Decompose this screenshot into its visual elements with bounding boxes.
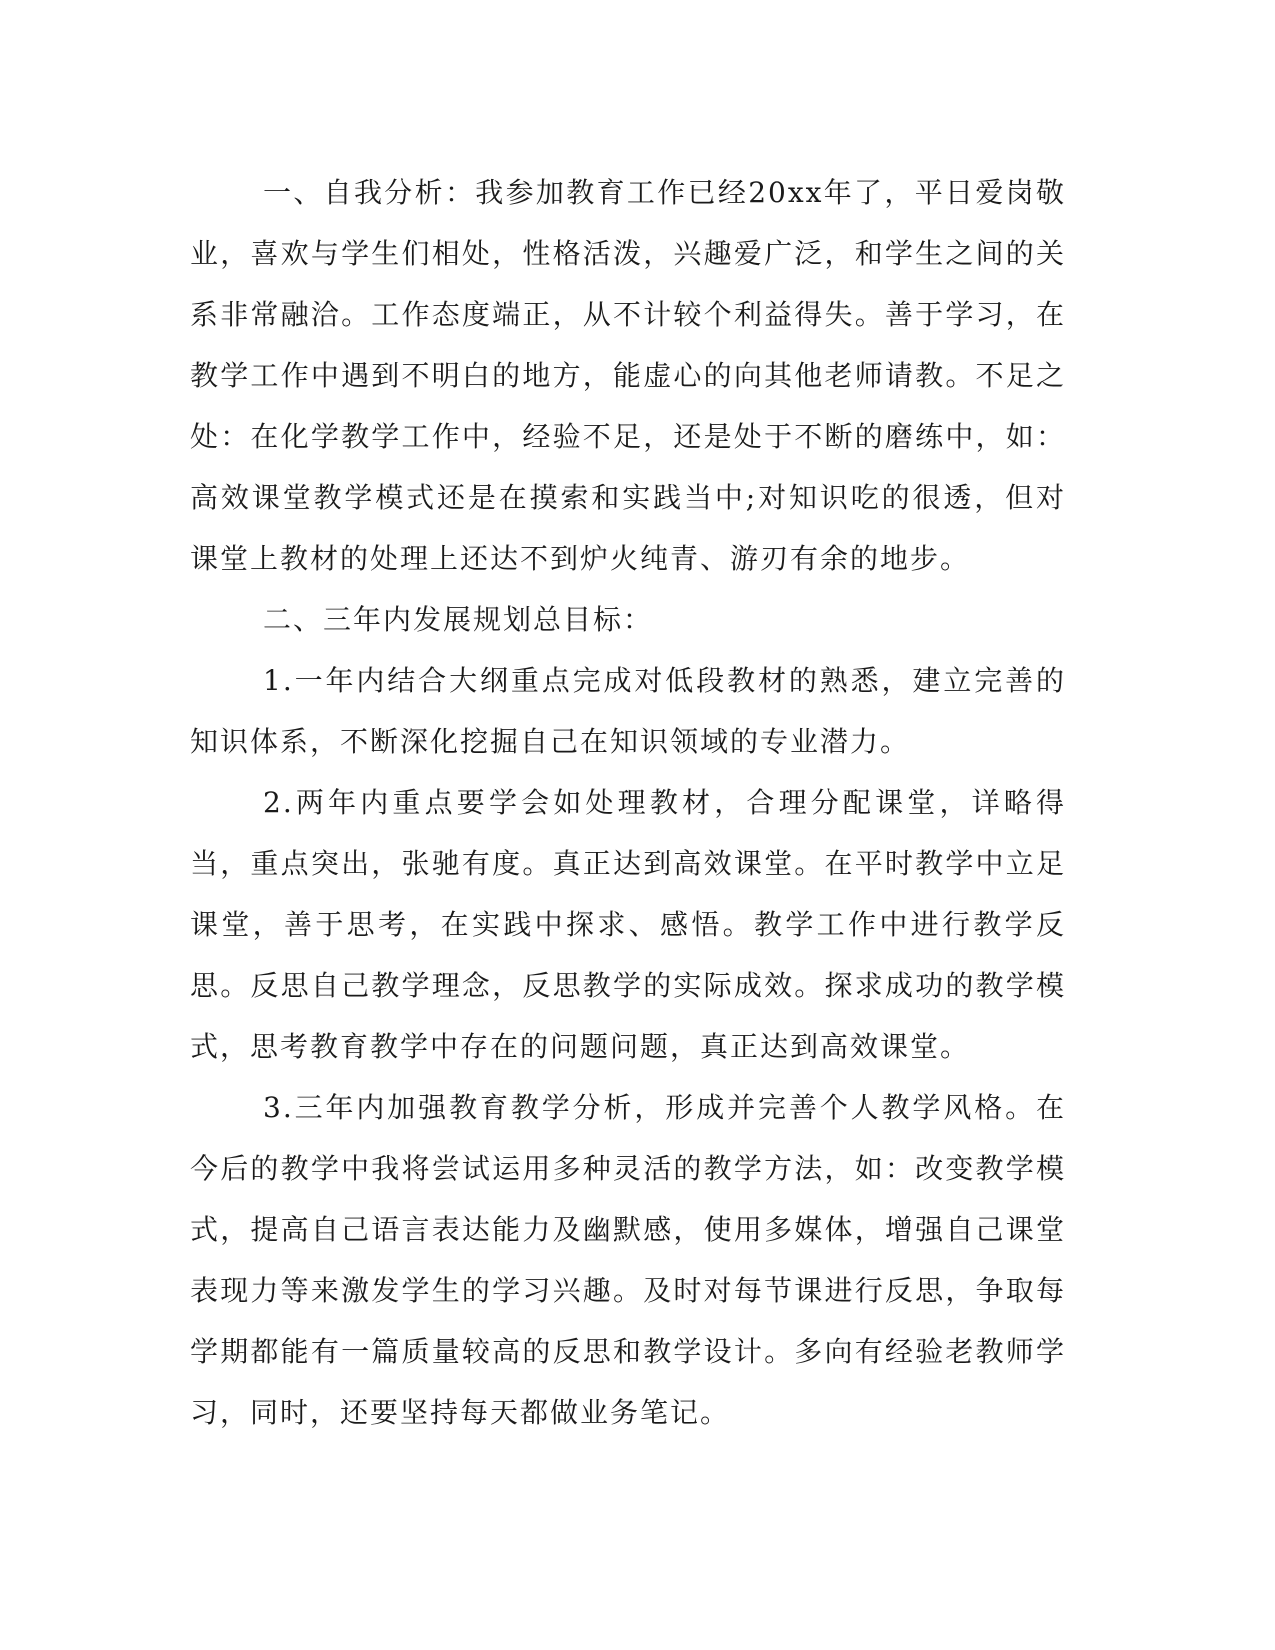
- paragraph-self-analysis: 一、自我分析：我参加教育工作已经20xx年了，平日爱岗敬业，喜欢与学生们相处，性格活泼，兴趣爱广泛，和学生之间的关系非常融洽。工作态度端正，从不计较个利益得失。善于学习，在教学工作中遇到不明白的地方，能虚心的向其他老师请教。不足之处：在化学教学工作中，经验不足，还是处于不断的磨练中，如：高效课堂教学模式还是在摸索和实践当中;对知识吃的很透，但对课堂上教材的处理上还达不到炉火纯青、游刃有余的地步。: [190, 176, 1066, 575]
- paragraph-goal-year-two: 2.两年内重点要学会如处理教材，合理分配课堂，详略得当，重点突出，张驰有度。真正达到高效课堂。在平时教学中立足课堂，善于思考，在实践中探求、感悟。教学工作中进行教学反思。反思自己教学理念，反思教学的实际成效。探求成功的教学模式，思考教育教学中存在的问题问题，真正达到高效课堂。: [190, 786, 1066, 1063]
- paragraph-goal-heading: 二、三年内发展规划总目标：: [263, 603, 654, 636]
- document-body: [190, 162, 1066, 1443]
- paragraph-goal-year-one: 1.一年内结合大纲重点完成对低段教材的熟悉，建立完善的知识体系，不断深化挖掘自己在知识领域的专业潜力。: [190, 664, 1066, 758]
- paragraph-goal-year-three: 3.三年内加强教育教学分析，形成并完善个人教学风格。在今后的教学中我将尝试运用多种灵活的教学方法，如：改变教学模式，提高自己语言表达能力及幽默感，使用多媒体，增强自己课堂表现力等来激发学生的学习兴趣。及时对每节课进行反思，争取每学期都能有一篇质量较高的反思和教学设计。多向有经验老教师学习，同时，还要坚持每天都做业务笔记。: [190, 1091, 1066, 1429]
